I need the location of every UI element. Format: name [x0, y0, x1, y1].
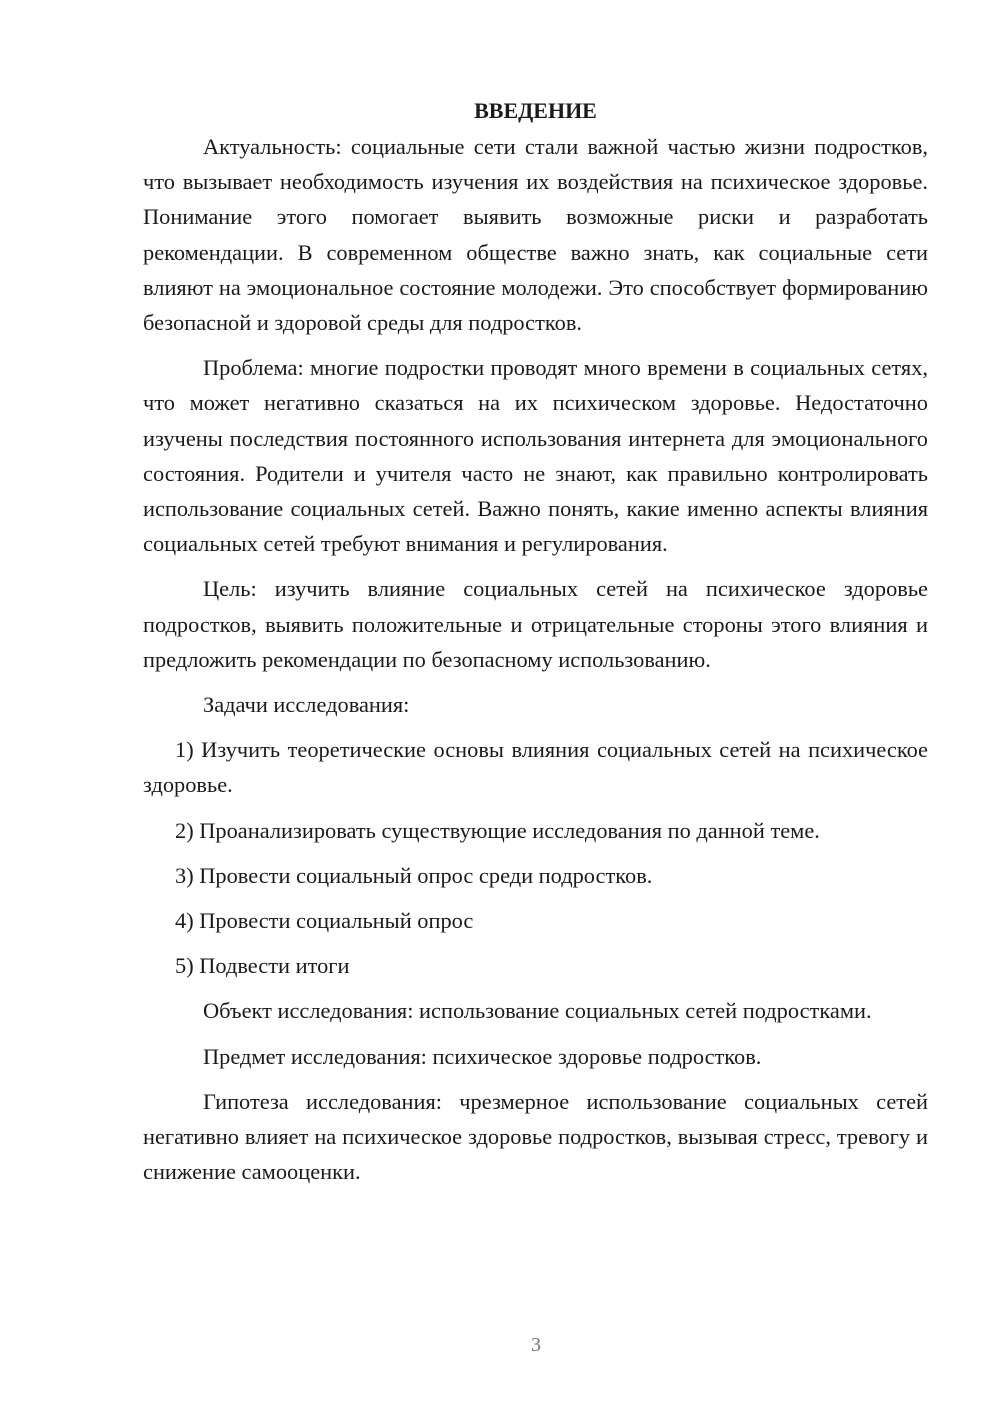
goal-paragraph: Цель: изучить влияние социальных сетей на психическое здоровье подростков, выявить положительные и отрицательные стороны этого влияния и предложить рекомендации по безопасному использованию.: [143, 576, 928, 672]
relevance-paragraph: Актуальность: социальные сети стали важной частью жизни подростков, что вызывает необходимость изучения их воздействия на психическое здоровье. Понимание этого помогает выявить возможные риски и разработать рекомендации. В современном обществе важно знать, как социальные сети влияют на эмоциональное состояние молодежи. Это способствует формированию безопасной и здоровой среды для подростков.: [143, 134, 928, 336]
tasks-heading: Задачи исследования:: [203, 692, 410, 718]
task-item-1: 1) Изучить теоретические основы влияния социальных сетей на психическое здоровье.: [143, 737, 928, 798]
problem-paragraph: Проблема: многие подростки проводят много времени в социальных сетях, что может негативно сказаться на их психическом здоровье. Недостаточно изучены последствия постоянного использования интернета для эмоционального состояния. Родители и учителя часто не знают, как правильно контролировать использование социальных сетей. Важно понять, какие именно аспекты влияния социальных сетей требуют внимания и регулирования.: [143, 355, 928, 557]
task-item-5: 5) Подвести итоги: [175, 953, 350, 979]
object-paragraph: Объект исследования: использование социальных сетей подростками.: [203, 998, 872, 1024]
hypothesis-paragraph: Гипотеза исследования: чрезмерное использование социальных сетей негативно влияет на психическое здоровье подростков, вызывая стресс, тревогу и снижение самооценки.: [143, 1088, 928, 1185]
task-item-3: 3) Провести социальный опрос среди подростков.: [175, 862, 653, 888]
document-title: ВВЕДЕНИЕ: [474, 98, 597, 123]
task-item-2: 2) Проанализировать существующие исследования по данной теме.: [175, 817, 820, 843]
document-page: [143, 94, 928, 1189]
page-number: 3: [531, 1334, 541, 1356]
subject-paragraph: Предмет исследования: психическое здоровье подростков.: [203, 1043, 762, 1069]
task-item-4: 4) Провести социальный опрос: [175, 908, 474, 934]
